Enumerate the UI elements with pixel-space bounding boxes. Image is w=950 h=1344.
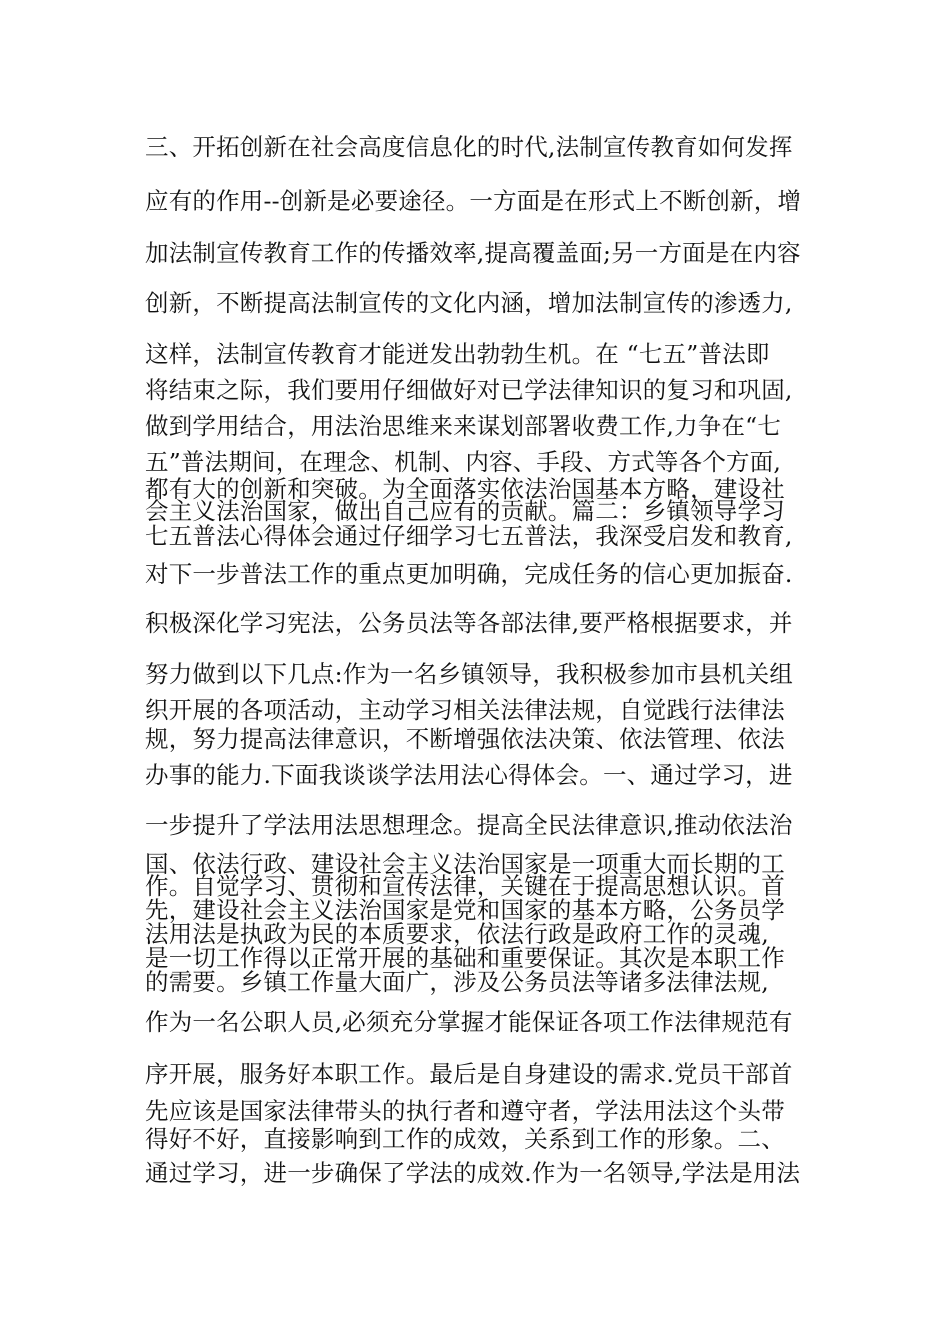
text-line: 序开展，服务好本职工作。最后是自身建设的需求.党员干部首 (145, 1060, 793, 1088)
text-line: 规，努力提高法律意识，不断增强依法决策、依法管理、依法 (145, 725, 785, 753)
text-line: 做到学用结合，用法治思维来来谋划部署收费工作,力争在“七 (145, 412, 782, 440)
text-line: 都有大的创新和突破。为全面落实依法治国基本方略，建设社 (145, 475, 785, 503)
text-line: 三、开拓创新在社会高度信息化的时代,法制宣传教育如何发挥 (145, 133, 793, 161)
text-line: 作为一名公职人员,必须充分掌握才能保证各项工作法律规范有 (145, 1008, 793, 1036)
text-line: 七五普法心得体会通过仔细学习七五普法，我深受启发和教育, (145, 522, 793, 550)
text-line: 作。自觉学习、贯彻和宣传法律，关键在于提高思想认识。首 (145, 872, 785, 900)
text-line: 通过学习，进一步确保了学法的成效.作为一名领导,学法是用法 (145, 1159, 801, 1187)
text-line: 这样，法制宣传教育才能迸发出勃勃生机。在 “七五”普法即 (145, 340, 770, 368)
text-line: 国、依法行政、建设社会主义法治国家是一项重大而长期的工 (145, 850, 785, 878)
text-line: 积极深化学习宪法，公务员法等各部法律,要严格根据要求，并 (145, 609, 793, 637)
text-line: 会主义法治国家，做出自己应有的贡献。篇二：乡镇领导学习 (145, 497, 785, 525)
text-line: 织开展的各项活动，主动学习相关法律法规，自觉践行法律法 (145, 696, 785, 724)
text-line: 努力做到以下几点:作为一名乡镇领导，我积极参加市县机关组 (145, 660, 794, 688)
text-line: 应有的作用--创新是必要途径。一方面是在形式上不断创新，增 (145, 187, 802, 215)
text-line: 办事的能力.下面我谈谈学法用法心得体会。一、通过学习，进 (145, 761, 793, 789)
text-line: 的需要。乡镇工作量大面广，涉及公务员法等诸多法律法规, (145, 968, 769, 996)
text-line: 是一切工作得以正常开展的基础和重要保证。其次是本职工作 (145, 944, 785, 972)
text-line: 先应该是国家法律带头的执行者和遵守者，学法用法这个头带 (145, 1097, 785, 1125)
text-line: 先，建设社会主义法治国家是党和国家的基本方略，公务员学 (145, 896, 785, 924)
text-line: 将结束之际，我们要用仔细做好对已学法律知识的复习和巩固, (145, 376, 793, 404)
text-line: 得好不好，直接影响到工作的成效，关系到工作的形象。二、 (145, 1125, 785, 1153)
text-line: 五”普法期间，在理念、机制、内容、手段、方式等各个方面, (145, 448, 782, 476)
text-line: 法用法是执政为民的本质要求，依法行政是政府工作的灵魂, (145, 920, 769, 948)
text-line: 对下一步普法工作的重点更加明确，完成任务的信心更加振奋. (145, 560, 793, 588)
text-line: 加法制宣传教育工作的传播效率,提高覆盖面;另一方面是在内容 (145, 239, 801, 267)
text-line: 一步提升了学法用法思想理念。提高全民法律意识,推动依法治 (145, 811, 793, 839)
text-line: 创新，不断提高法制宣传的文化内涵，增加法制宣传的渗透力, (145, 289, 793, 317)
